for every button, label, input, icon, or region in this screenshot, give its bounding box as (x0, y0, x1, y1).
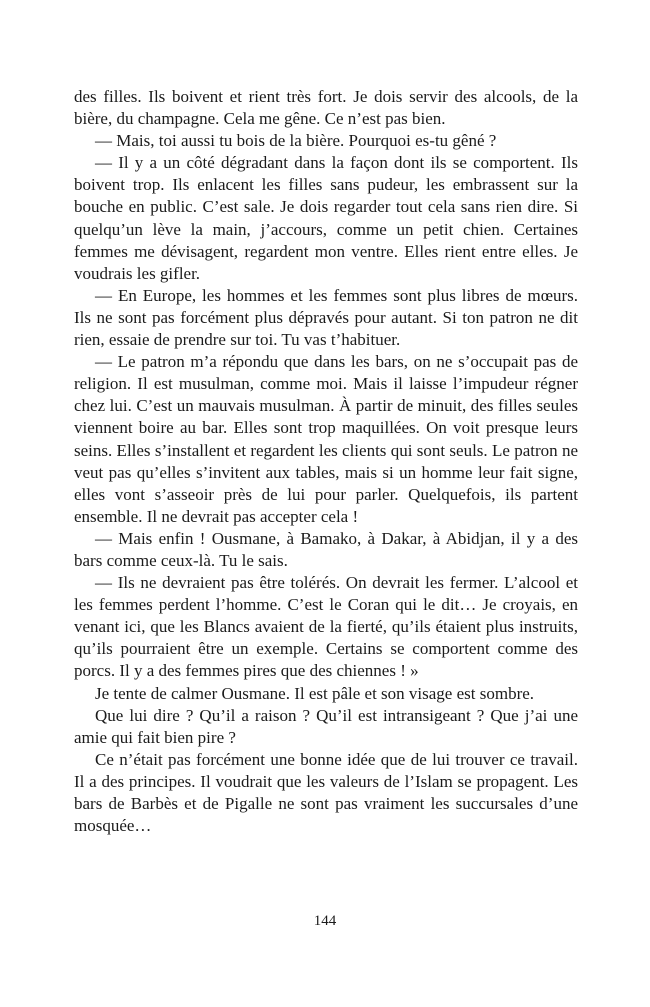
paragraph: — Mais enfin ! Ousmane, à Bamako, à Dakar, à Abidjan, il y a des bars comme ceux-là. Tu le sais. (74, 528, 578, 570)
paragraph: — En Europe, les hommes et les femmes sont plus libres de mœurs. Ils ne sont pas forcément plus dépravés pour autant. Si ton patron ne dit rien, essaie de prendre sur toi. Tu vas t’habituer. (74, 285, 578, 350)
paragraph: Ce n’était pas forcément une bonne idée que de lui trouver ce travail. Il a des principes. Il voudrait que les valeurs de l’Islam se propagent. Les bars de Barbès et de Pigalle ne sont pas vraiment les succursales d’une mosquée… (74, 749, 578, 836)
paragraph: — Le patron m’a répondu que dans les bars, on ne s’occupait pas de religion. Il est musulman, comme moi. Mais il laisse l’impudeur régner chez lui. C’est un mauvais musulman. À partir de minuit, des filles seules viennent boire au bar. Elles sont trop maquillées. On voit presque leurs seins. Elles s’installent et regardent les clients qui sont seuls. Le patron ne veut pas qu’elles s’invitent aux tables, mais si un homme leur fait signe, elles vont s’asseoir près de lui pour parler. Quelquefois, ils partent ensemble. Il ne devrait pas accepter cela ! (74, 352, 578, 526)
paragraph: — Il y a un côté dégradant dans la façon dont ils se comportent. Ils boivent trop. Ils enlacent les filles sans pudeur, les embrassent sur la bouche en public. C’est sale. Je dois regarder tout cela sans rien dire. Si quelqu’un lève la main, j’accours, comme un petit chien. Certaines femmes me dévisagent, regardent mon ventre. Elles rient entre elles. Je voudrais les gifler. (74, 153, 578, 283)
page-number: 144 (313, 913, 337, 929)
page-body (74, 86, 578, 837)
paragraph: — Mais, toi aussi tu bois de la bière. Pourquoi es-tu gêné ? (95, 131, 497, 151)
paragraph: des filles. Ils boivent et rient très fort. Je dois servir des alcools, de la bière, du champagne. Cela me gêne. Ce n’est pas bien. (74, 87, 578, 129)
paragraph: Que lui dire ? Qu’il a raison ? Qu’il est intransigeant ? Que j’ai une amie qui fait bien pire ? (74, 705, 578, 747)
paragraph: Je tente de calmer Ousmane. Il est pâle et son visage est sombre. (95, 683, 535, 703)
paragraph: — Ils ne devraient pas être tolérés. On devrait les fermer. L’alcool et les femmes perdent l’homme. C’est le Coran qui le dit… Je croyais, en venant ici, que les Blancs avaient de la fierté, qu’ils étaient plus instruits, qu’ils pourraient être un exemple. Certains se comportent comme des porcs. Il y a des femmes pires que des chiennes ! » (74, 573, 578, 681)
